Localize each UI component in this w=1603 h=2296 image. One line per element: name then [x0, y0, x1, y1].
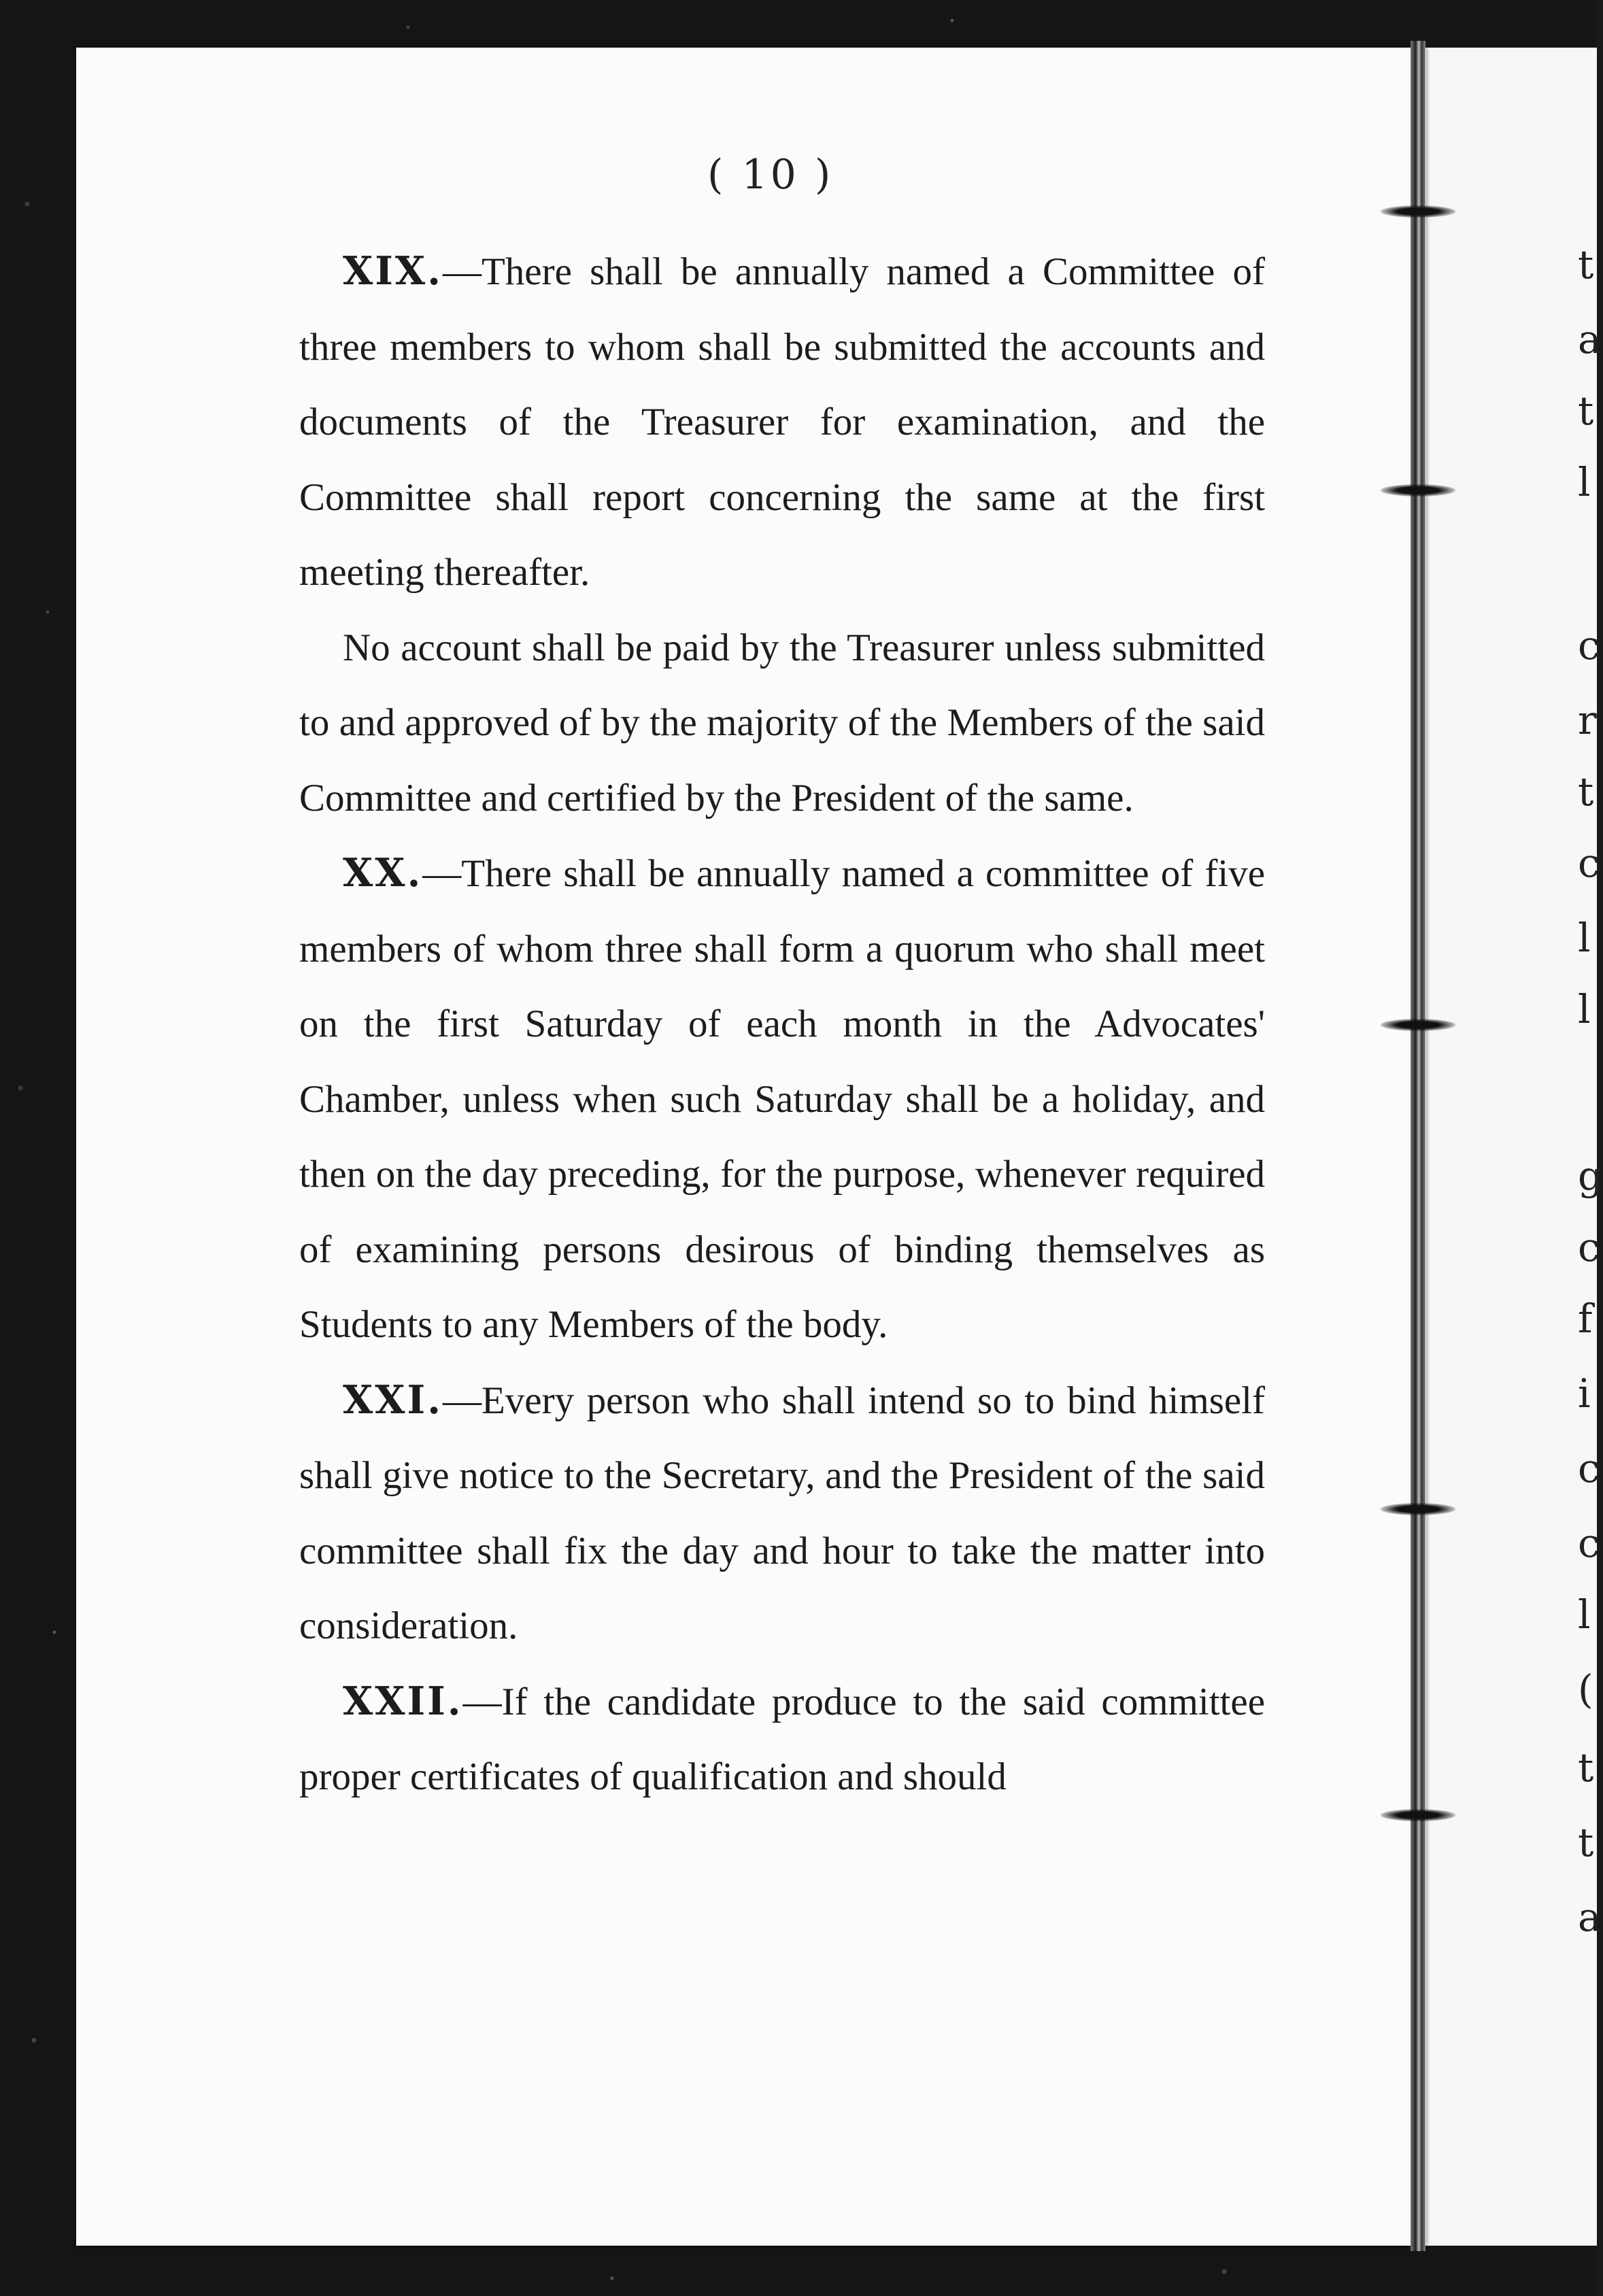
article-numeral: XXI. — [343, 1377, 443, 1423]
facing-page-letter: a — [1578, 1894, 1602, 1940]
facing-page-letter: c — [1578, 1520, 1600, 1566]
facing-page-letter: c — [1578, 1224, 1600, 1270]
facing-page-letter: t — [1578, 1744, 1594, 1791]
facing-page-letter: r — [1578, 697, 1597, 743]
facing-page-letter: l — [1578, 915, 1591, 961]
paragraph-no-account — [299, 611, 1265, 837]
facing-page-letter: c — [1578, 1445, 1600, 1491]
facing-page-letter: c — [1578, 840, 1600, 886]
article-xxii — [299, 1664, 1265, 1815]
article-numeral: XIX. — [343, 248, 443, 294]
document-body — [299, 234, 1265, 1815]
facing-page-letter: l — [1578, 986, 1591, 1032]
facing-page-letter: i — [1578, 1370, 1591, 1417]
binding-stitch — [1381, 1503, 1455, 1515]
article-text: —If the candidate produce to the said committee proper certificates of qualification and should — [299, 1680, 1265, 1798]
paragraph-text: No account shall be paid by the Treasurer unless submitted to and approved of by the majority of the Members of the said Committee and certified by the President of the same. — [299, 626, 1265, 820]
facing-page-letter: g — [1578, 1153, 1603, 1199]
binding-stitch — [1381, 484, 1455, 496]
facing-page-letter: f — [1578, 1296, 1593, 1342]
facing-page-letter: l — [1578, 1591, 1591, 1638]
book-spine — [1411, 41, 1425, 2251]
facing-page-letter: t — [1578, 1819, 1594, 1866]
page-number: ( 10 ) — [707, 151, 834, 199]
article-xx — [299, 836, 1265, 1363]
facing-page-letter: ( — [1578, 1666, 1593, 1712]
article-xix — [299, 234, 1265, 611]
facing-page — [1423, 48, 1597, 2246]
facing-page-letter: t — [1578, 241, 1594, 288]
article-text: —Every person who shall intend so to bind himself shall give notice to the Secretary, and the President of the said committee shall fix the day and hour to take the matter into consideration. — [299, 1379, 1265, 1647]
binding-stitch — [1381, 205, 1455, 218]
facing-page-letter: l — [1578, 459, 1591, 505]
facing-page-letter: t — [1578, 769, 1594, 815]
facing-page-letter: a — [1578, 316, 1602, 362]
article-xxi — [299, 1363, 1265, 1664]
article-text: —There shall be annually named a Committee of three members to whom shall be submitted the accounts and documents of the Treasurer for examination, and the Committee shall report concerning the same at the first meeting thereafter. — [299, 250, 1265, 594]
article-numeral: XX. — [343, 850, 423, 896]
binding-stitch — [1381, 1809, 1455, 1821]
binding-stitch — [1381, 1019, 1455, 1031]
article-text: —There shall be annually named a committee of five members of whom three shall form a quorum who shall meet on the first Saturday of each month in the Advocates' Chamber, unless when such Saturday shall be a holiday, and then on the day preceding, for the purpose, whenever required of examining persons desirous of binding themselves as Students to any Members of the body. — [299, 852, 1265, 1346]
facing-page-letter: t — [1578, 388, 1594, 434]
facing-page-letter: c — [1578, 622, 1600, 669]
article-numeral: XXII. — [343, 1678, 463, 1724]
